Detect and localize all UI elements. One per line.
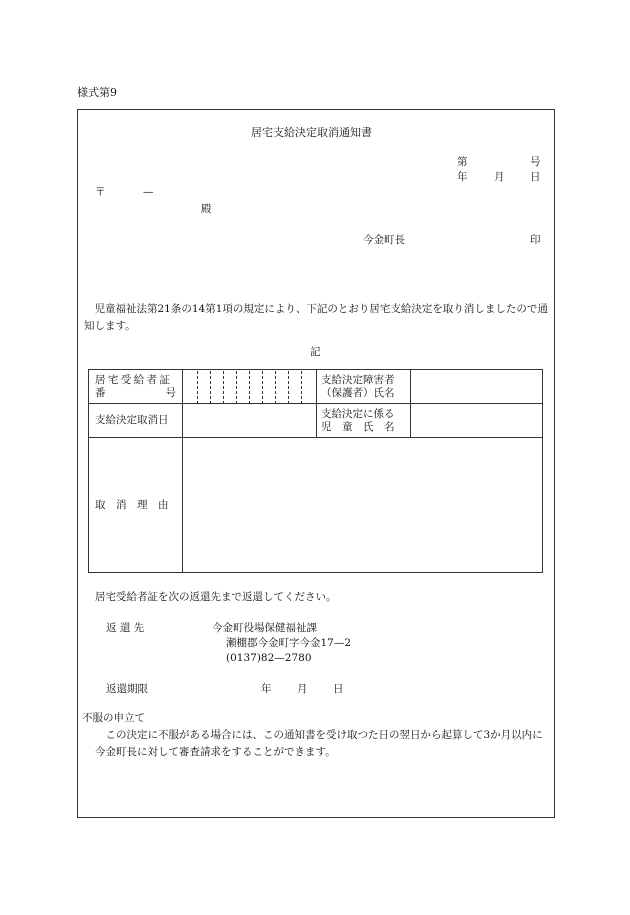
cert-label-line2: [95, 387, 176, 400]
return-address: 瀬棚郡今金町字今金17—2: [226, 637, 352, 649]
ki-heading: 記: [310, 346, 321, 358]
cancel-date-cell[interactable]: [183, 404, 317, 438]
deadline-day: 日: [333, 683, 344, 695]
cert-label-go: 号: [165, 386, 176, 399]
issue-date-month: 月: [494, 171, 505, 183]
cancel-date-label: 支給決定取消日: [89, 404, 183, 438]
return-instruction: 居宅受給者証を次の返還先まで返還してください。: [95, 591, 337, 603]
guardian-label-line1: 支給決定障害者: [321, 373, 395, 386]
cert-label-ban: 番: [95, 386, 106, 399]
table-row: [89, 438, 543, 573]
reason-cell[interactable]: [183, 438, 543, 573]
issue-number-prefix: 第: [457, 156, 468, 168]
table-row: [89, 370, 543, 404]
table-row: [89, 404, 543, 438]
guardian-name-cell[interactable]: [411, 370, 543, 404]
cert-number-cell[interactable]: [183, 370, 317, 404]
body-text: 児童福祉法第21条の14第1項の規定により、下記のとおり居宅支給決定を取り消しましたので通知します。: [84, 303, 548, 332]
cert-label-line1: [95, 374, 176, 387]
recipient-honorific: 殿: [201, 203, 212, 215]
child-label-line2: 児 童 氏 名: [321, 420, 395, 433]
deadline-month: 月: [297, 683, 308, 695]
digit-boxes: [184, 371, 312, 403]
detail-table: [88, 369, 543, 573]
issue-number-suffix: 号: [530, 156, 541, 168]
issue-date-year: 年: [457, 171, 468, 183]
postal-dash: —: [143, 186, 154, 198]
return-phone: (0137)82—2780: [226, 652, 312, 664]
reason-label: 取 消 理 由: [89, 438, 183, 573]
guardian-name-label: [317, 370, 411, 404]
cert-label-text: 居宅受給者証: [95, 373, 173, 386]
deadline-year: 年: [261, 683, 272, 695]
child-label-line1: 支給決定に係る: [321, 407, 395, 420]
guardian-label-line2: （保護者）氏名: [321, 386, 395, 399]
appeal-heading: 不服の申立て: [82, 712, 145, 724]
appeal-text: この決定に不服がある場合には、この通知書を受け取つた日の翌日から起算して3か月以内に今金町長に対して審査請求をすることができます。: [95, 729, 543, 758]
cert-number-label: [89, 370, 183, 404]
deadline-label: 返還期限: [106, 683, 148, 695]
return-office: 今金町役場保健福祉課: [212, 622, 317, 634]
return-to-label: 返 還 先: [106, 622, 145, 634]
child-name-label: [317, 404, 411, 438]
postal-mark: 〒: [95, 186, 106, 198]
sender-name: 今金町長: [363, 234, 405, 246]
issue-date-day: 日: [530, 171, 541, 183]
document-title: 居宅支給決定取消通知書: [251, 126, 372, 139]
seal-mark: 印: [530, 234, 541, 246]
form-number: 様式第9: [77, 86, 117, 99]
child-name-cell[interactable]: [411, 404, 543, 438]
